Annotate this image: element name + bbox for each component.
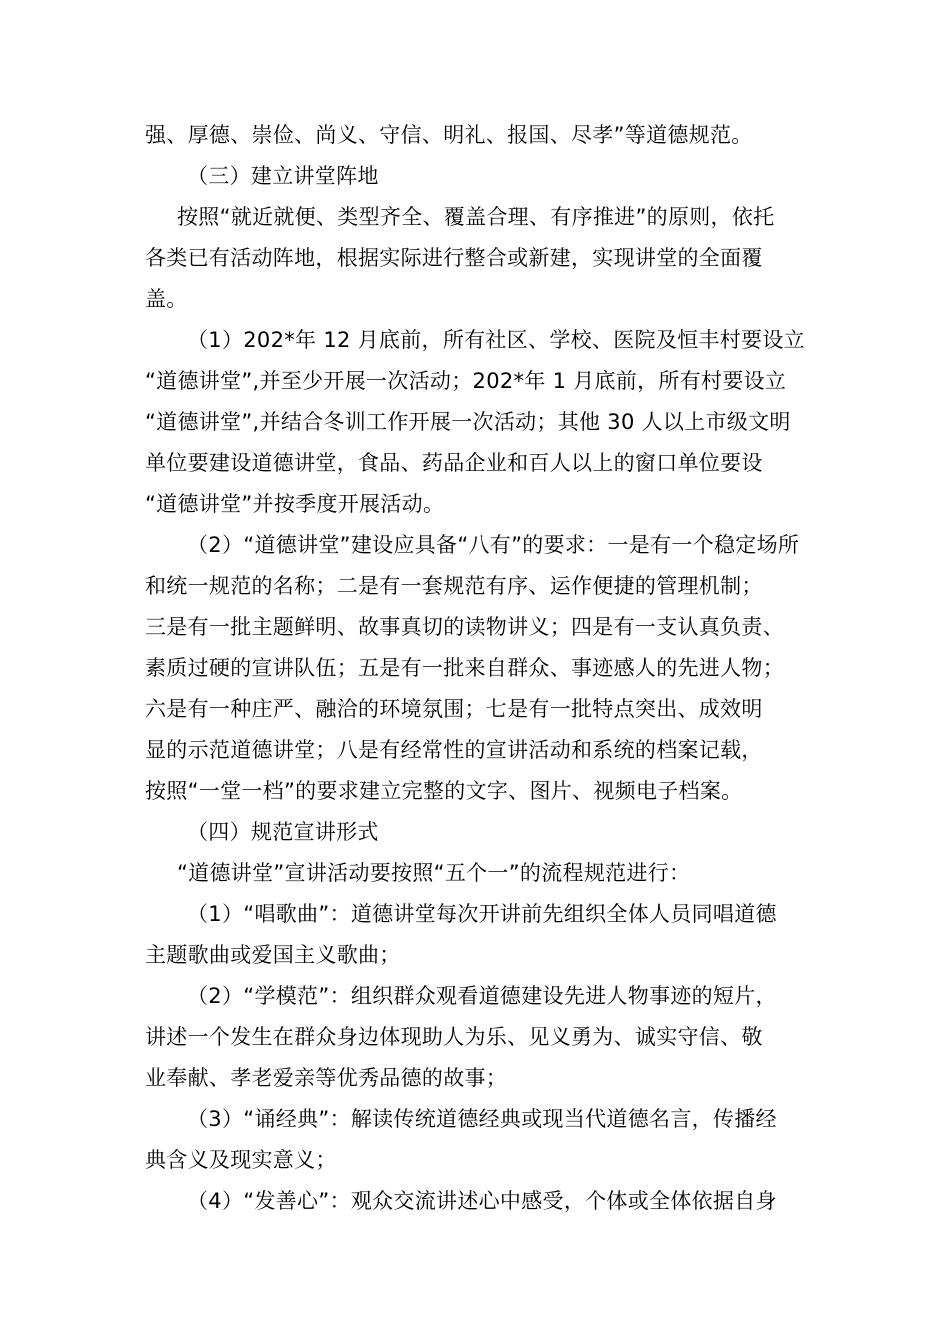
text-line: 显的示范道德讲堂；八是有经常性的宣讲活动和系统的档案记载， [145, 738, 763, 762]
text-line: “道德讲堂”宣讲活动要按照“五个一”的流程规范进行： [177, 861, 691, 885]
section-heading: （四）规范宣讲形式 [187, 820, 379, 844]
text-line: 各类已有活动阵地，根据实际进行整合或新建，实现讲堂的全面覆 [145, 246, 763, 270]
text-line: 盖。 [145, 287, 188, 311]
text-line: 按照“一堂一档”的要求建立完整的文字、图片、视频电子档案。 [145, 779, 743, 803]
text-line: （2）“道德讲堂”建设应具备“八有”的要求：一是有一个稳定场所 [187, 533, 800, 557]
text-line: （4）“发善心”：观众交流讲述心中感受，个体或全体依据自身 [187, 1189, 777, 1213]
text-line: “道德讲堂”,并至少开展一次活动；202*年 1 月底前，所有村要设立 [145, 369, 787, 393]
section-heading: （三）建立讲堂阵地 [187, 164, 379, 188]
text-line: （1）202*年 12 月底前，所有社区、学校、医院及恒丰村要设立 [187, 328, 805, 352]
text-line: 主题歌曲或爱国主义歌曲； [145, 943, 401, 967]
text-line: 和统一规范的名称；二是有一套规范有序、运作便捷的管理机制； [145, 574, 763, 598]
text-line: （1）“唱歌曲”：道德讲堂每次开讲前先组织全体人员同唱道德 [187, 902, 777, 926]
text-line: 典含义及现实意义； [145, 1148, 337, 1172]
text-line: （3）“诵经典”：解读传统道德经典或现当代道德名言，传播经 [187, 1107, 777, 1131]
text-line: 六是有一种庄严、融洽的环境氛围；七是有一批特点突出、成效明 [145, 697, 763, 721]
text-line: “道德讲堂”,并结合冬训工作开展一次活动；其他 30 人以上市级文明 [145, 410, 791, 434]
text-line: 讲述一个发生在群众身边体现助人为乐、见义勇为、诚实守信、敬 [145, 1025, 763, 1049]
text-line: 单位要建设道德讲堂，食品、药品企业和百人以上的窗口单位要设 [145, 451, 763, 475]
text-line: 强、厚德、崇俭、尚义、守信、明礼、报国、尽孝”等道德规范。 [145, 123, 753, 147]
text-line: 按照“就近就便、类型齐全、覆盖合理、有序推进”的原则，依托 [177, 205, 775, 229]
text-line: （2）“学模范”：组织群众观看道德建设先进人物事迹的短片， [187, 984, 777, 1008]
text-line: 三是有一批主题鲜明、故事真切的读物讲义；四是有一支认真负责、 [145, 615, 784, 639]
text-line: 素质过硬的宣讲队伍；五是有一批来自群众、事迹感人的先进人物； [145, 656, 784, 680]
text-line: “道德讲堂”并按季度开展活动。 [145, 492, 445, 516]
text-line: 业奉献、孝老爱亲等优秀品德的故事； [145, 1066, 508, 1090]
